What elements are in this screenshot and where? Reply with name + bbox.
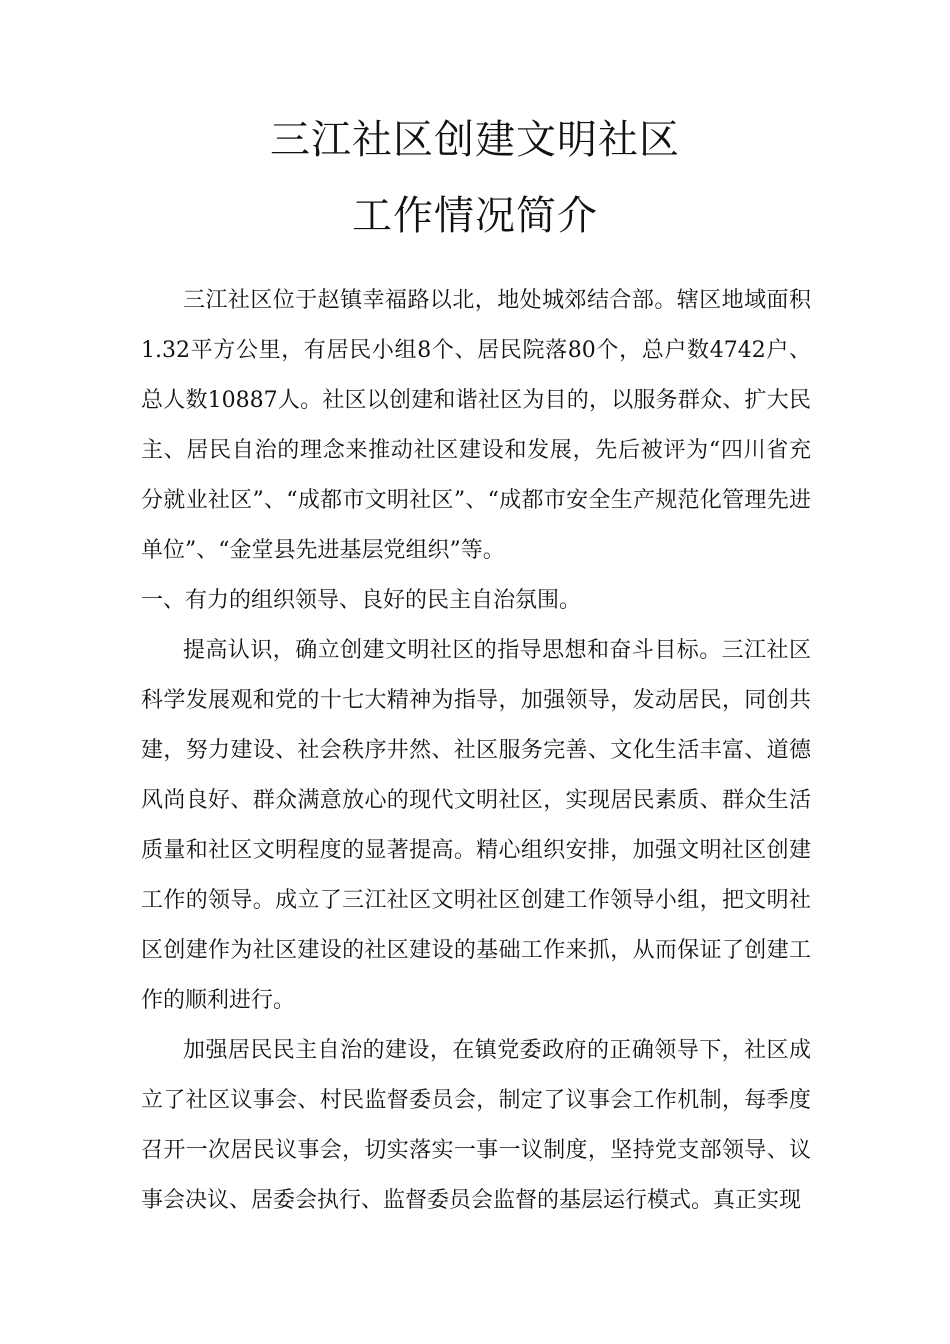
paragraph-awareness: 提高认识，确立创建文明社区的指导思想和奋斗目标。三江社区科学发展观和党的十七大精神为指导，加强领导，发动居民，同创共建，努力建设、社会秩序井然、社区服务完善、文化生活丰富、道德风尚良好、群众满意放心的现代文明社区，实现居民素质、群众生活质量和社区文明程度的显著提高。精心组织安排，加强文明社区创建工作的领导。成立了三江社区文明社区创建工作领导小组，把文明社区创建作为社区建设的社区建设的基础工作来抓，从而保证了创建工作的顺利进行。 [141, 638, 811, 1013]
paragraph-self-governance: 加强居民民主自治的建设，在镇党委政府的正确领导下，社区成立了社区议事会、村民监督委员会，制定了议事会工作机制，每季度召开一次居民议事会，切实落实一事一议制度，坚持党支部领导、议事会决议、居委会执行、监督委员会监督的基层运行模式。真正实现 [141, 1038, 811, 1213]
paragraph-intro: 三江社区位于赵镇幸福路以北，地处城郊结合部。辖区地域面积1.32平方公里，有居民小组8个、居民院落80个，总户数4742户、总人数10887人。社区以创建和谐社区为目的，以服务群众、扩大民主、居民自治的理念来推动社区建设和发展，先后被评为“四川省充分就业社区”、“成都市文明社区”、“成都市安全生产规范化管理先进单位”、“金堂县先进基层党组织”等。 [141, 288, 811, 563]
document-title-line2: 工作情况简介 [352, 193, 598, 239]
document-title-line1: 三江社区创建文明社区 [270, 117, 680, 163]
section-heading-1: 一、有力的组织领导、良好的民主自治氛围。 [141, 588, 582, 613]
document-body [141, 276, 811, 1226]
